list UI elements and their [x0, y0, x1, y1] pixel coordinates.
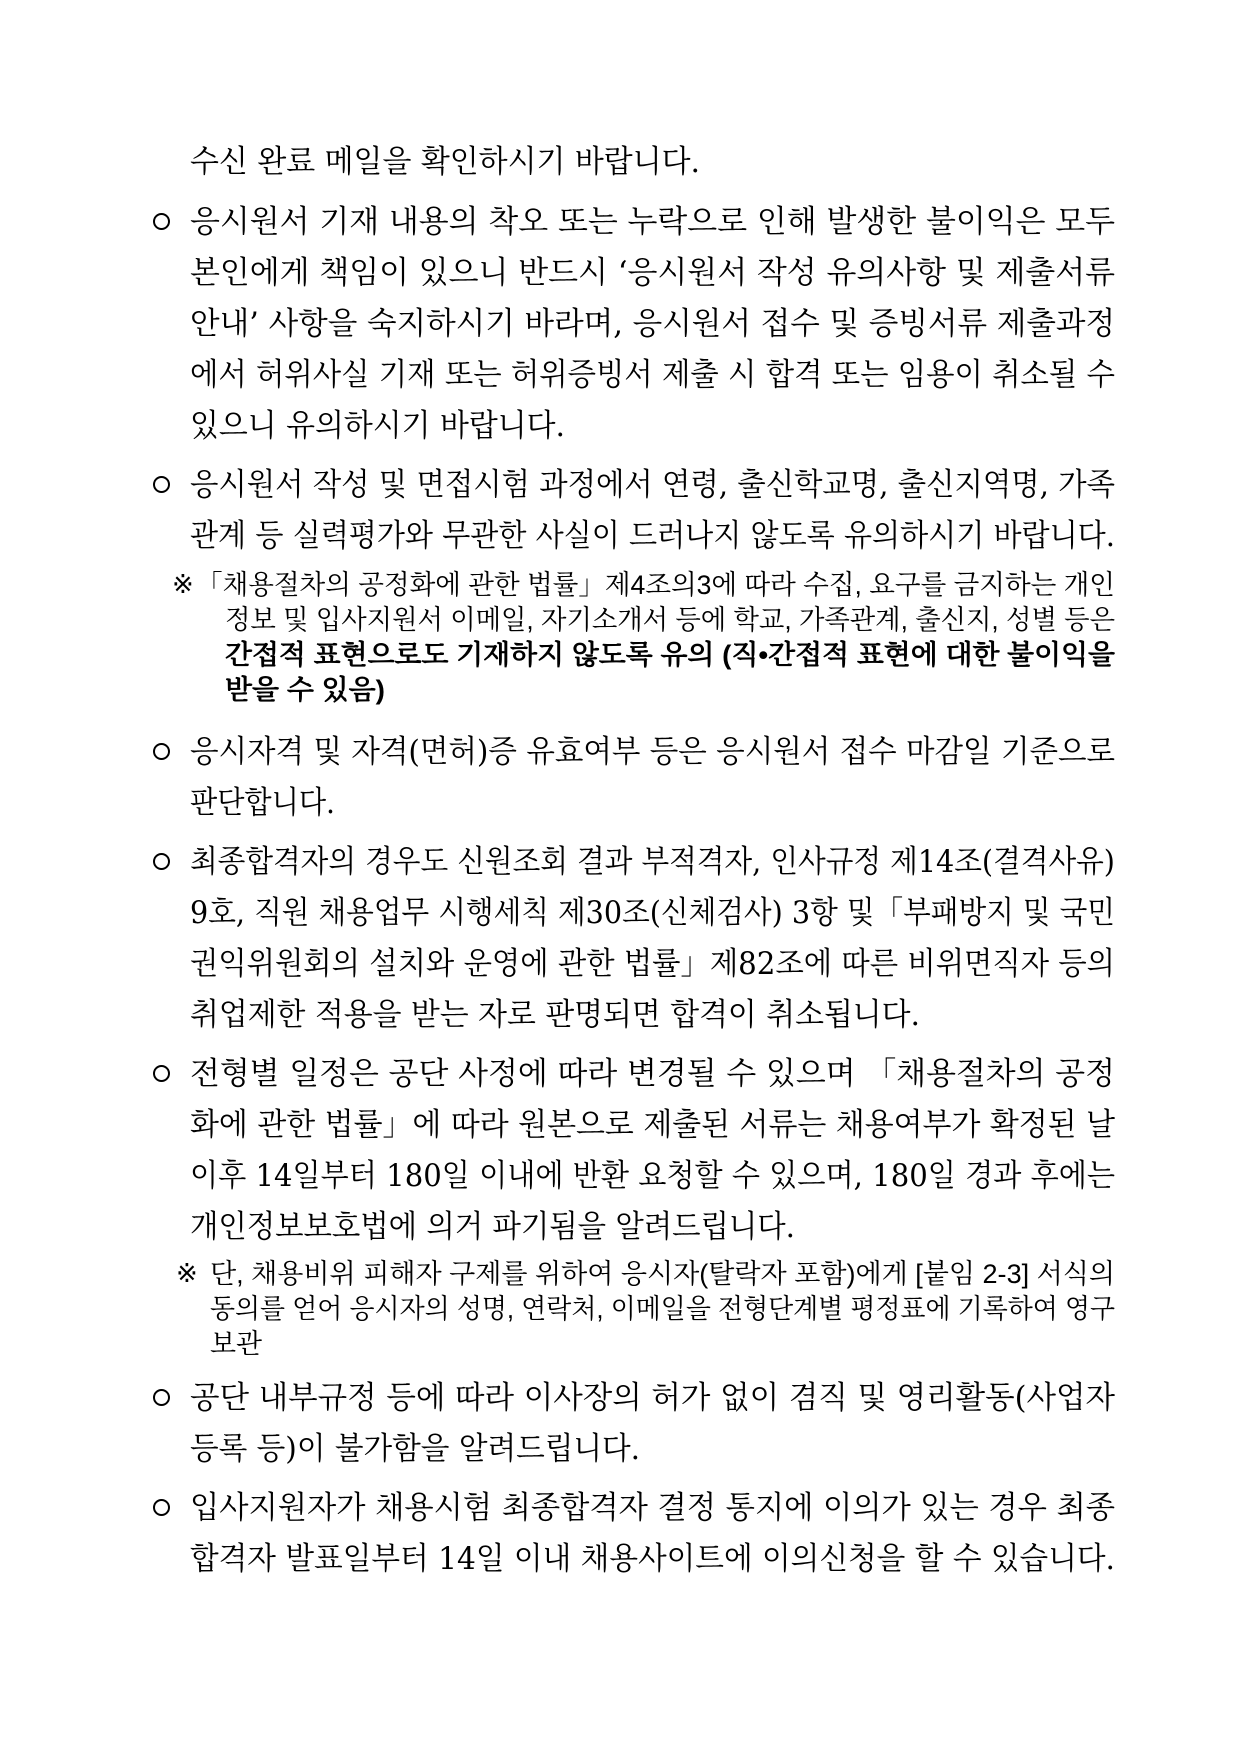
body-text-line: 안내’ 사항을 숙지하시기 바라며, 응시원서 접수 및 증빙서류 제출과정: [190, 306, 1116, 342]
body-text-line: 권익위원회의 설치와 운영에 관한 법률」제82조에 따른 비위면직자 등의: [190, 946, 1116, 982]
note-text-line: 「채용절차의 공정화에 관한 법률」제4조의3에 따라 수집, 요구를 금지하는 개인: [196, 570, 1115, 600]
body-text-line: 합격자 발표일부터 14일 이내 채용사이트에 이의신청을 할 수 있습니다.: [190, 1541, 1115, 1577]
body-text-line: 등록 등)이 불가함을 알려드립니다.: [190, 1431, 641, 1467]
body-text-line: 응시원서 작성 및 면접시험 과정에서 연령, 출신학교명, 출신지역명, 가족: [190, 467, 1115, 503]
list-bullet-icon: [153, 1499, 170, 1516]
reference-mark-icon: ※: [172, 570, 194, 600]
list-bullet-icon: [153, 476, 170, 493]
body-text-line: 최종합격자의 경우도 신원조회 결과 부적격자, 인사규정 제14조(결격사유): [190, 844, 1115, 880]
body-text-line: 화에 관한 법률」에 따라 원본으로 제출된 서류는 채용여부가 확정된 날: [190, 1107, 1116, 1143]
reference-mark-icon: ※: [176, 1259, 198, 1289]
body-text-line: 에서 허위사실 기재 또는 허위증빙서 제출 시 합격 또는 임용이 취소될 수: [190, 357, 1115, 393]
body-text-line: 취업제한 적용을 받는 자로 판명되면 합격이 취소됩니다.: [190, 997, 921, 1033]
body-text-line: 관계 등 실력평가와 무관한 사실이 드러나지 않도록 유의하시기 바랍니다.: [190, 518, 1115, 554]
body-text-line: 응시자격 및 자격(면허)증 유효여부 등은 응시원서 접수 마감일 기준으로: [190, 734, 1116, 770]
body-text-line: 전형별 일정은 공단 사정에 따라 변경될 수 있으며 「채용절차의 공정: [190, 1056, 1115, 1092]
body-text-line: 이후 14일부터 180일 이내에 반환 요청할 수 있으며, 180일 경과 후에는: [190, 1158, 1116, 1194]
body-text-line: 수신 완료 메일을 확인하시기 바랍니다.: [190, 144, 701, 180]
body-text-line: 본인에게 책임이 있으니 반드시 ‘응시원서 작성 유의사항 및 제출서류: [190, 255, 1116, 291]
note-text-line: 단, 채용비위 피해자 구제를 위하여 응시자(탈락자 포함)에게 [붙임 2-3] 서식의: [210, 1259, 1116, 1289]
body-text-line: 9호, 직원 채용업무 시행세칙 제30조(신체검사) 3항 및「부패방지 및 국민: [190, 895, 1115, 931]
list-bullet-icon: [153, 1389, 170, 1406]
list-bullet-icon: [153, 853, 170, 870]
body-text-line: 응시원서 기재 내용의 착오 또는 누락으로 인해 발생한 불이익은 모두: [190, 204, 1116, 240]
list-bullet-icon: [153, 743, 170, 760]
note-text-line: 간접적 표현으로도 기재하지 않도록 유의 (직•간접적 표현에 대한 불이익을: [225, 640, 1116, 670]
body-text-line: 판단합니다.: [190, 785, 336, 821]
body-text-line: 개인정보보호법에 의거 파기됨을 알려드립니다.: [190, 1209, 796, 1245]
note-text-line: 동의를 얻어 응시자의 성명, 연락처, 이메일을 전형단계별 평정표에 기록하여 영구: [210, 1294, 1116, 1324]
body-text-line: 입사지원자가 채용시험 최종합격자 결정 통지에 이의가 있는 경우 최종: [190, 1490, 1116, 1526]
note-text-line: 보관: [210, 1329, 262, 1359]
body-text-line: 공단 내부규정 등에 따라 이사장의 허가 없이 겸직 및 영리활동(사업자: [190, 1380, 1116, 1416]
body-text-line: 있으니 유의하시기 바랍니다.: [190, 408, 565, 444]
list-bullet-icon: [153, 1065, 170, 1082]
list-bullet-icon: [153, 213, 170, 230]
note-text-line: 정보 및 입사지원서 이메일, 자기소개서 등에 학교, 가족관계, 출신지, 성별 등은: [225, 605, 1115, 635]
note-text-line: 받을 수 있음): [225, 675, 385, 705]
